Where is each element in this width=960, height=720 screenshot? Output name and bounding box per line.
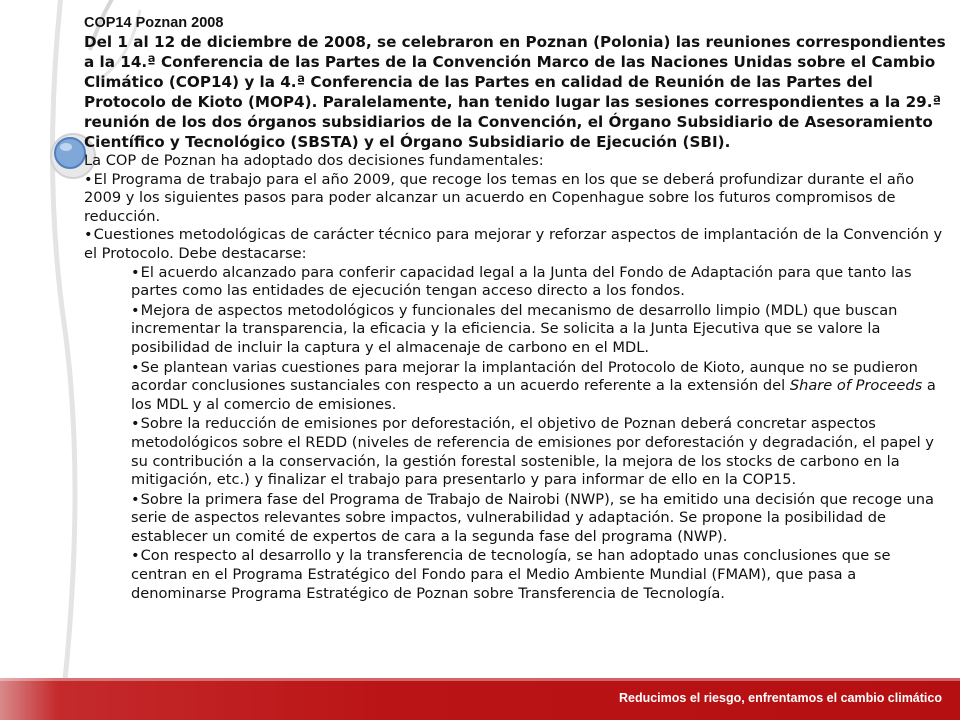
sub-bullet-item: •Se plantean varias cuestiones para mejorar la implantación del Protocolo de Kioto, aunque no se pudieron acordar conclusiones sustanciales con respecto a un acuerdo referente a la extensión del Share of Proceeds a los MDL y al comercio de emisiones.	[131, 358, 936, 413]
blue-circle-icon	[55, 138, 85, 168]
intro-paragraph: Del 1 al 12 de diciembre de 2008, se celebraron en Poznan (Polonia) las reuniones correspondientes a la 14.ª Conferencia de las Partes de la Convención Marco de las Naciones Unidas sobre el Cambio Climático (COP14) y la 4.ª Conferencia de las Partes en calidad de Reunión de las Partes del Protocolo de Kioto (MOP4). Paralelamente, han tenido lugar las sesiones correspondientes a la 29.ª reunión de los dos órganos subsidiarios de la Convención, el Órgano Subsidiario de Asesoramiento Científico y Tecnológico (SBSTA) y el Órgano Subsidiario de Ejecución (SBI).	[84, 33, 946, 151]
sub-bullet-item: •El acuerdo alcanzado para conferir capacidad legal a la Junta del Fondo de Adaptación para que tanto las partes como las entidades de ejecución tengan acceso directo a los fondos.	[131, 263, 912, 300]
footer-slogan: Reducimos el riesgo, enfrentamos el cambio climático	[618, 691, 942, 705]
sub-bullet-item: •Mejora de aspectos metodológicos y funcionales del mecanismo de desarrollo limpio (MDL) que buscan incrementar la transparencia, la eficacia y la eficiencia. Se solicita a la Junta Ejecutiva que se valore la posibilidad de incluir la captura y el almacenaje de carbono en el MDL.	[131, 301, 898, 356]
footer-bar	[0, 678, 960, 720]
slide-title: COP14 Poznan 2008	[84, 15, 224, 31]
bullet-item: •Cuestiones metodológicas de carácter técnico para mejorar y reforzar aspectos de implantación de la Convención y el Protocolo. Debe destacarse:	[84, 226, 943, 262]
lead-paragraph: La COP de Poznan ha adoptado dos decisiones fundamentales:	[84, 152, 544, 169]
sub-bullet-item: •Sobre la reducción de emisiones por deforestación, el objetivo de Poznan deberá concretar aspectos metodológicos sobre el REDD (niveles de referencia de emisiones por deforestación y degradación, el papel y su contribución a la conservación, la gestión forestal sostenible, la mejora de los stocks de carbono en la mitigación, etc.) y finalizar el trabajo para presentarlo y para informar de ello en la COP15.	[131, 415, 934, 489]
sub-bullet-item: •Sobre la primera fase del Programa de Trabajo de Nairobi (NWP), se ha emitido una decisión que recoge una serie de aspectos relevantes sobre impactos, vulnerabilidad y adaptación. Se propone la posibilidad de establecer un comité de expertos de cara a la segunda fase del programa (NWP).	[131, 490, 934, 545]
slide-content	[84, 14, 946, 604]
share-of-proceeds-term: Share of Proceeds	[789, 377, 923, 395]
bullet-item: •El Programa de trabajo para el año 2009, que recoge los temas en los que se deberá profundizar durante el año 2009 y los siguientes pasos para poder alcanzar un acuerdo en Copenhague sobre los futuros compromisos de reducción.	[84, 170, 915, 225]
sub-bullet-item: •Con respecto al desarrollo y la transferencia de tecnología, se han adoptado unas conclusiones que se centran en el Programa Estratégico del Fondo para el Medio Ambiente Mundial (FMAM), que pasa a denominarse Programa Estratégico de Poznan sobre Transferencia de Tecnología.	[131, 547, 891, 602]
